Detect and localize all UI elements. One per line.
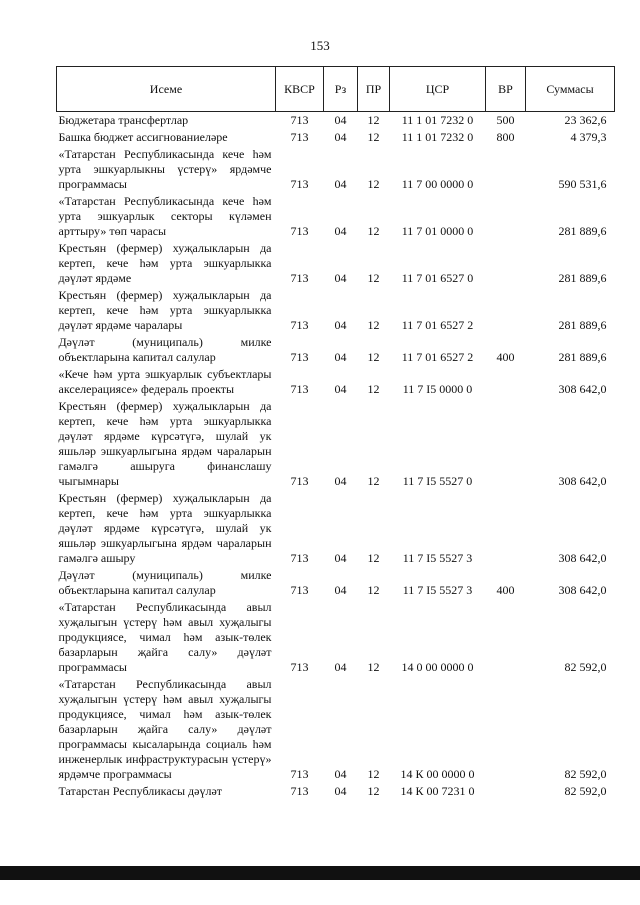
- row-vr: [486, 193, 526, 240]
- table-row: [57, 112, 615, 130]
- row-sum: 4 379,3: [570, 130, 607, 144]
- row-sum: 308 642,0: [558, 551, 607, 565]
- row-rz: 04: [334, 551, 347, 565]
- row-kvsr: 713: [290, 224, 309, 238]
- row-pr: 12: [367, 271, 380, 285]
- row-kvsr: 713: [290, 474, 309, 488]
- row-rz: 04: [334, 767, 347, 781]
- row-rz: 04: [334, 113, 347, 127]
- row-rz: 04: [334, 130, 347, 144]
- row-kvsr: 713: [290, 767, 309, 781]
- row-vr: [486, 240, 526, 287]
- row-name: Бюджетара трансфертлар: [58, 113, 189, 127]
- row-csr: 11 7 I5 5527 3: [402, 583, 473, 597]
- row-name: Крестьян (фермер) хуҗалыкларын да кертеп, кече һәм урта эшкуарлыкка дәүләт ярдәме күрсәтүгә, шулай ук яшьләр эшкуарлыгына ярдәм чараларын гамәлгә ашыру: [58, 491, 272, 565]
- row-pr: 12: [367, 784, 380, 798]
- row-vr: 400: [496, 350, 515, 364]
- row-sum: 281 889,6: [558, 271, 607, 285]
- row-vr: [486, 287, 526, 334]
- row-sum: 23 362,6: [564, 113, 607, 127]
- row-kvsr: 713: [290, 350, 309, 364]
- row-name: Дәүләт (муниципаль) милке объектларына капитал салулар: [58, 335, 272, 364]
- row-rz: 04: [334, 474, 347, 488]
- row-kvsr: 713: [290, 271, 309, 285]
- row-vr: 800: [496, 130, 515, 144]
- row-name: «Татарстан Республикасында авыл хуҗалыгын үстерү һәм авыл хуҗалыгы продукциясе, чимал һәм азык-төлек базарларын җайга салу» дәүләт программасы кысаларында социаль һәм инженерлык инфраструктурасын үстерү» ярдәмче программасы: [58, 677, 272, 781]
- row-csr: 11 7 I5 5527 3: [402, 551, 473, 565]
- header-name: Исеме: [57, 67, 276, 112]
- row-vr: [486, 599, 526, 676]
- row-vr: [486, 676, 526, 783]
- row-sum: 308 642,0: [558, 382, 607, 396]
- table-row: [57, 129, 615, 146]
- scan-bottom-edge: [0, 866, 640, 880]
- row-sum: 82 592,0: [564, 784, 607, 798]
- row-csr: 11 7 01 6527 2: [401, 318, 474, 332]
- row-rz: 04: [334, 224, 347, 238]
- table-row: [57, 783, 615, 800]
- table-row: [57, 398, 615, 490]
- row-name: «Татарстан Республикасында авыл хуҗалыгын үстерү һәм авыл хуҗалыгы продукциясе, чимал һәм азык-төлек базарларын җайга салу» дәүләт программасы: [58, 600, 272, 674]
- row-kvsr: 713: [290, 130, 309, 144]
- row-vr: 500: [496, 113, 515, 127]
- row-csr: 11 7 00 0000 0: [401, 177, 474, 191]
- row-rz: 04: [334, 382, 347, 396]
- row-csr: 11 7 I5 5527 0: [402, 474, 473, 488]
- table-row: [57, 334, 615, 366]
- row-sum: 82 592,0: [564, 767, 607, 781]
- row-vr: [486, 366, 526, 398]
- row-csr: 14 0 00 0000 0: [401, 660, 474, 674]
- header-csr: ЦСР: [390, 67, 486, 112]
- table-row: [57, 287, 615, 334]
- row-kvsr: 713: [290, 583, 309, 597]
- row-csr: 11 1 01 7232 0: [401, 130, 474, 144]
- row-vr: [486, 146, 526, 193]
- table-row: [57, 193, 615, 240]
- row-rz: 04: [334, 660, 347, 674]
- budget-table: [56, 66, 615, 800]
- table-row: [57, 676, 615, 783]
- header-pr: ПР: [358, 67, 390, 112]
- row-rz: 04: [334, 318, 347, 332]
- row-name: Башка бюджет ассигнованиеләре: [58, 130, 228, 144]
- row-sum: 308 642,0: [558, 583, 607, 597]
- row-kvsr: 713: [290, 660, 309, 674]
- row-pr: 12: [367, 130, 380, 144]
- row-vr: [486, 398, 526, 490]
- row-csr: 14 К 00 7231 0: [400, 784, 475, 798]
- row-vr: [486, 490, 526, 567]
- row-rz: 04: [334, 583, 347, 597]
- row-pr: 12: [367, 224, 380, 238]
- row-pr: 12: [367, 177, 380, 191]
- row-name: Крестьян (фермер) хуҗалыкларын да кертеп, кече һәм урта эшкуарлыкка дәүләт ярдәме чаралары: [58, 288, 272, 332]
- header-kvsr: КВСР: [276, 67, 324, 112]
- row-sum: 308 642,0: [558, 474, 607, 488]
- row-name: Дәүләт (муниципаль) милке объектларына капитал салулар: [58, 568, 272, 597]
- row-name: Крестьян (фермер) хуҗалыкларын да кертеп, кече һәм урта эшкуарлыкка дәүләт ярдәме: [58, 241, 272, 285]
- row-csr: 14 К 00 0000 0: [400, 767, 475, 781]
- row-name: «Татарстан Республикасында кече һәм урта эшкуарлыкны үстерү» ярдәмче программасы: [58, 147, 272, 191]
- row-pr: 12: [367, 350, 380, 364]
- row-kvsr: 713: [290, 784, 309, 798]
- row-name: «Кече һәм урта эшкуарлык субъектлары акселерациясе» федераль проекты: [58, 367, 272, 396]
- row-rz: 04: [334, 177, 347, 191]
- row-pr: 12: [367, 583, 380, 597]
- row-name: Крестьян (фермер) хуҗалыкларын да кертеп, кече һәм урта эшкуарлыкка дәүләт ярдәме күрсәтүгә, шулай ук яшьләр эшкуарлыгына ярдәм чараларын гамәлгә ашыруга финанслашу чыгымнары: [58, 399, 272, 488]
- row-pr: 12: [367, 551, 380, 565]
- row-name: «Татарстан Республикасында кече һәм урта эшкуарлык секторы күләмен арттыру» төп чарасы: [58, 194, 272, 238]
- header-rz: Рз: [324, 67, 358, 112]
- row-kvsr: 713: [290, 318, 309, 332]
- row-pr: 12: [367, 113, 380, 127]
- header-vr: ВР: [486, 67, 526, 112]
- row-pr: 12: [367, 660, 380, 674]
- row-sum: 590 531,6: [558, 177, 607, 191]
- row-sum: 281 889,6: [558, 350, 607, 364]
- row-name: Татарстан Республикасы дәүләт: [58, 784, 223, 798]
- row-csr: 11 7 01 6527 0: [401, 271, 474, 285]
- row-csr: 11 7 01 0000 0: [401, 224, 474, 238]
- row-sum: 281 889,6: [558, 224, 607, 238]
- table-row: [57, 599, 615, 676]
- row-vr: [486, 783, 526, 800]
- row-pr: 12: [367, 474, 380, 488]
- row-kvsr: 713: [290, 177, 309, 191]
- table-header-row: [57, 67, 615, 112]
- row-csr: 11 7 01 6527 2: [401, 350, 474, 364]
- row-sum: 281 889,6: [558, 318, 607, 332]
- table-row: [57, 366, 615, 398]
- row-kvsr: 713: [290, 382, 309, 396]
- table-row: [57, 146, 615, 193]
- row-rz: 04: [334, 784, 347, 798]
- table-row: [57, 490, 615, 567]
- row-csr: 11 1 01 7232 0: [401, 113, 474, 127]
- row-rz: 04: [334, 350, 347, 364]
- row-csr: 11 7 I5 0000 0: [402, 382, 473, 396]
- page-number: 153: [310, 38, 330, 53]
- row-kvsr: 713: [290, 551, 309, 565]
- table-row: [57, 567, 615, 599]
- table-row: [57, 240, 615, 287]
- row-rz: 04: [334, 271, 347, 285]
- row-pr: 12: [367, 767, 380, 781]
- row-pr: 12: [367, 318, 380, 332]
- row-kvsr: 713: [290, 113, 309, 127]
- row-vr: 400: [496, 583, 515, 597]
- row-pr: 12: [367, 382, 380, 396]
- row-sum: 82 592,0: [564, 660, 607, 674]
- header-sum: Суммасы: [526, 67, 615, 112]
